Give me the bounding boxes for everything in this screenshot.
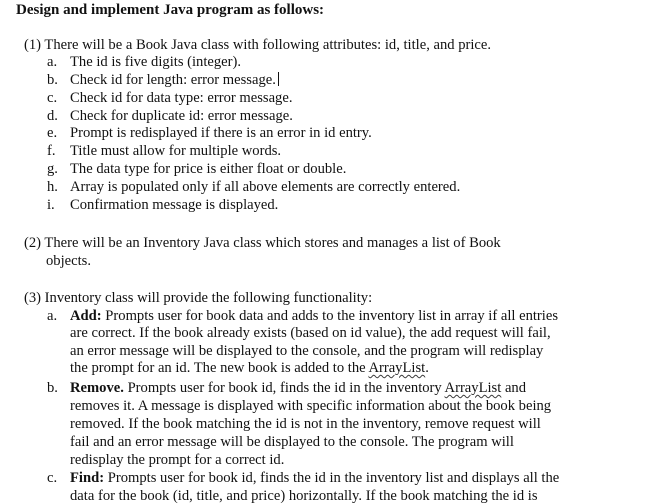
remove-item-label: Remove.	[70, 380, 124, 396]
list-item-text: Prompt is redisplayed if there is an error in id entry.	[70, 125, 372, 141]
list-item-letter: e.	[47, 125, 58, 141]
remove-item-line-1-start: Prompts user for book id, finds the id in the inventory	[127, 380, 445, 396]
list-item-letter: h.	[47, 179, 58, 195]
remove-item-line-1-end: and	[501, 380, 527, 396]
section-1-intro: (1) There will be a Book Java class with following attributes: id, title, and price.	[24, 37, 492, 53]
section-2-line-1: (2) There will be an Inventory Java class which stores and manages a list of Book	[24, 235, 501, 251]
list-item-text: Check id for length: error message.	[70, 72, 276, 88]
find-item-letter: c.	[47, 470, 58, 486]
remove-item-line-2: removes it. A message is displayed with specific information about the book being	[70, 398, 552, 414]
document-title: Design and implement Java program as follows:	[16, 2, 325, 18]
list-item-letter: i.	[47, 197, 55, 213]
text-cursor	[278, 72, 279, 86]
add-item-letter: a.	[47, 308, 58, 324]
list-item-letter: a.	[47, 54, 58, 70]
section-3-intro: (3) Inventory class will provide the following functionality:	[24, 290, 373, 306]
list-item-text: Array is populated only if all above elements are correctly entered.	[70, 179, 461, 195]
add-item-line-1-wrap	[70, 308, 558, 325]
add-item-line-2: are correct. If the book already exists (based on id value), the add request will fail,	[70, 325, 551, 341]
find-item-line-2: data for the book (id, title, and price) horizontally. If the book matching the id is	[70, 488, 538, 504]
list-item-text: The data type for price is either float or double.	[70, 161, 347, 177]
remove-item-line-4: fail and an error message will be displayed to the console. The program will	[70, 434, 514, 450]
find-item-line-1: Prompts user for book id, finds the id in the inventory list and displays all the	[107, 470, 560, 486]
list-item-text: Title must allow for multiple words.	[70, 143, 282, 159]
add-item-line-4	[70, 360, 429, 377]
find-item-line-1-wrap	[70, 470, 559, 487]
add-item-line-4-start: the prompt for an id. The new book is added to the	[70, 360, 369, 376]
remove-item-line-1-wrap	[70, 380, 526, 397]
list-item-text: Confirmation message is displayed.	[70, 197, 279, 213]
list-item-letter: g.	[47, 161, 58, 177]
remove-item-line-5: redisplay the prompt for a correct id.	[70, 452, 285, 468]
list-item-letter: f.	[47, 143, 56, 159]
list-item-letter: d.	[47, 108, 58, 124]
spellcheck-word: ArrayList	[368, 360, 426, 376]
list-item-text: The id is five digits (integer).	[70, 54, 242, 70]
add-item-line-3: an error message will be displayed to the console, and the program will redisplay	[70, 343, 544, 359]
section-2-line-2: objects.	[46, 253, 91, 269]
find-item-label: Find:	[70, 470, 105, 486]
list-item-letter: b.	[47, 72, 58, 88]
list-item-text: Check for duplicate id: error message.	[70, 108, 293, 124]
list-item-text: Check id for data type: error message.	[70, 90, 293, 106]
spellcheck-word: ArrayList	[444, 380, 502, 396]
add-item-line-1: Prompts user for book data and adds to the inventory list in array if all entries	[105, 308, 559, 324]
add-item-line-4-end: .	[425, 360, 429, 376]
list-item-text-with-cursor	[70, 72, 279, 89]
remove-item-line-3: removed. If the book matching the id is not in the inventory, remove request will	[70, 416, 541, 432]
list-item-letter: c.	[47, 90, 58, 106]
add-item-label: Add:	[70, 308, 102, 324]
remove-item-letter: b.	[47, 380, 58, 396]
